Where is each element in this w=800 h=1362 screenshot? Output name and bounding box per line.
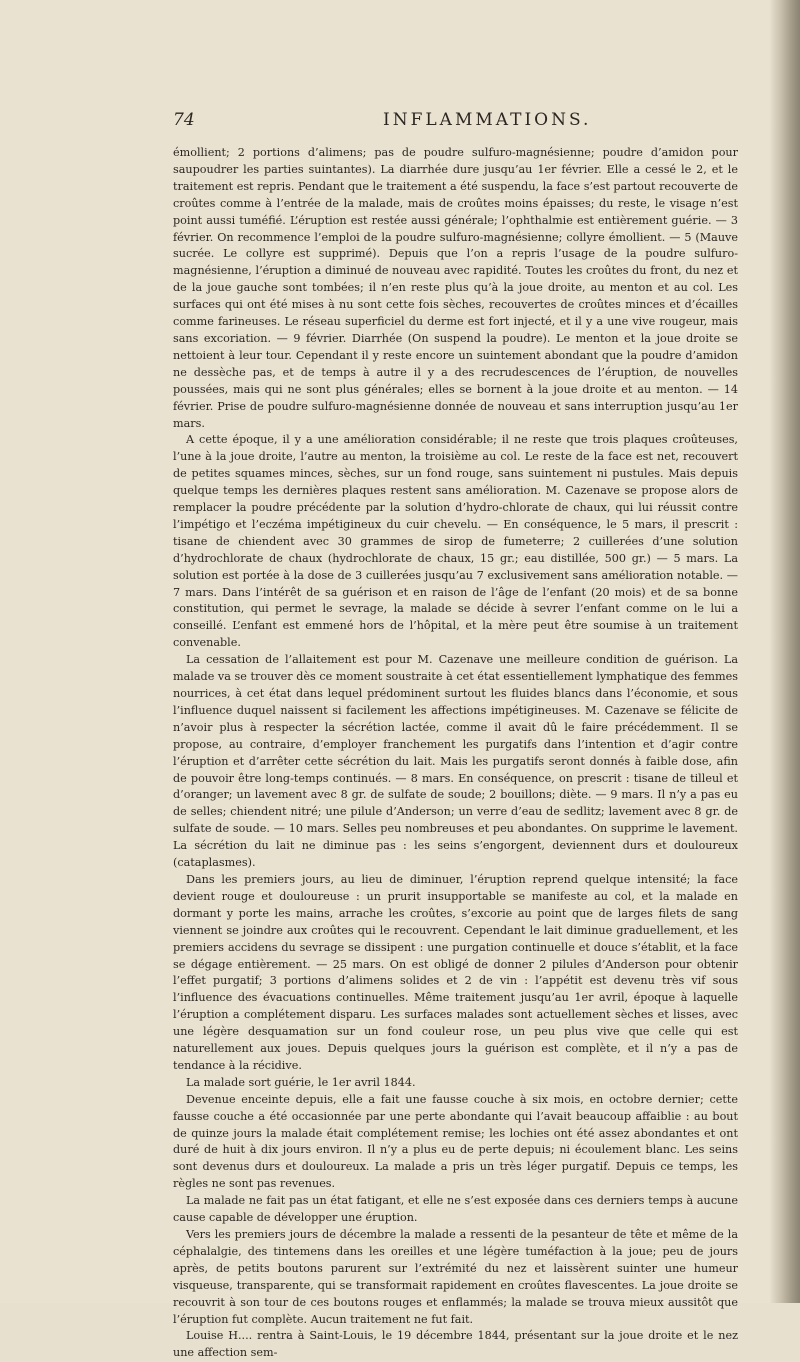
paragraph: A cette époque, il y a une amélioration considérable; il ne reste que trois plaques croûteuses, l’une à la joue droite, l’autre au menton, la troisième au col. Le reste de la face est net, recouvert de petites squames minces, sèches, sur un fond rouge, sans suintement ni pustules. Mais depuis quelque temps les dernières plaques restent sans amélioration. M. Cazenave se propose alors de remplacer la poudre précédente par la solution d’hydro-chlorate de chaux, qui lui réussit contre l’impétigo et l’eczéma impétigineux du cuir chevelu. — En conséquence, le 5 mars, il prescrit : tisane de chiendent avec 30 grammes de sirop de fumeterre; 2 cuillerées d’une solution d’hydrochlorate de chaux (hydrochlorate de chaux, 15 gr.; eau distillée, 500 gr.) — 5 mars. La solution est portée à la dose de 3 cuillerées jusqu’au 7 exclusivement sans amélioration notable. — 7 mars. Dans l’intérêt de sa guérison et en raison de l’âge de l’enfant (20 mois) et de sa bonne constitution, qui permet le sevrage, la malade se décide à sevrer l’enfant comme on le lui a conseillé. L’enfant est emmené hors de l’hôpital, et la mère peut être soumise à un traitement convenable.	[173, 433, 738, 650]
paragraph: Dans les premiers jours, au lieu de diminuer, l’éruption reprend quelque intensité; la face devient rouge et douloureuse : un prurit insupportable se manifeste au col, et la malade en dormant y porte les mains, arrache les croûtes, s’excorie au point que de larges filets de sang viennent se joindre aux croûtes qui le recouvrent. Cependant le lait diminue graduellement, et les premiers accidens du sevrage se dissipent : une purgation continuelle et douce s’établit, et la face se dégage entièrement. — 25 mars. On est obligé de donner 2 pilules d’Anderson pour obtenir l’effet purgatif; 3 portions d’alimens solides et 2 de vin : l’appétit est devenu très vif sous l’influence des évacuations continuelles. Même traitement jusqu’au 1er avril, époque à laquelle l’éruption a complétement disparu. Les surfaces malades sont actuellement sèches et lisses, avec une légère desquamation sur un fond couleur rose, un peu plus vive que celle qui est naturellement aux joues. Depuis quelques jours la guérison est complète, et il n’y a pas de tendance à la récidive.	[173, 872, 738, 1072]
page-header	[173, 110, 738, 134]
body-text	[173, 145, 738, 1362]
paragraph: La malade ne fait pas un état fatigant, et elle ne s’est exposée dans ces derniers temps à aucune cause capable de développer une éruption.	[173, 1194, 738, 1225]
paragraph: La cessation de l’allaitement est pour M. Cazenave une meilleure condition de guérison. La malade va se trouver dès ce moment soustraite à cet état essentiellement lymphatique des femmes nourrices, à cet état dans lequel prédominent surtout les fluides blancs dans l’économie, et sous l’influence duquel naissent si facilement les affections impétigineuses. M. Cazenave se félicite de n’avoir plus à respecter la sécrétion lactée, comme il avait dû le faire précédemment. Il se propose, au contraire, d’employer franchement les purgatifs dans l’intention et d’agir contre l’éruption et d’arrêter cette sécrétion du lait. Mais les purgatifs seront donnés à faible dose, afin de pouvoir être long-temps continués. — 8 mars. En conséquence, on prescrit : tisane de tilleul et d’oranger; un lavement avec 8 gr. de sulfate de soude; 2 bouillons; diète. — 9 mars. Il n’y a pas eu de selles; chiendent nitré; une pilule d’Anderson; un verre d’eau de sedlitz; lavement avec 8 gr. de sulfate de soude. — 10 mars. Selles peu nombreuses et peu abondantes. On supprime le lavement. La sécrétion du lait ne diminue pas : les seins s’engorgent, deviennent durs et douloureux (cataplasmes).	[173, 653, 738, 870]
paragraph: émollient; 2 portions d’alimens; pas de poudre sulfuro-magnésienne; poudre d’amidon pour saupoudrer les parties suintantes). La diarrhée dure jusqu’au 1er février. Elle a cessé le 2, et le traitement est repris. Pendant que le traitement a été suspendu, la face s’est partout recouverte de croûtes comme à l’entrée de la malade, mais de croûtes moins épaisses; du reste, le visage n’est point aussi tuméfié. L’éruption est restée aussi générale; l’ophthalmie est entièrement guérie. — 3 février. On recommence l’emploi de la poudre sulfuro-magnésienne; collyre émollient. — 5 (Mauve sucrée. Le collyre est supprimé). Depuis que l’on a repris l’usage de la poudre sulfuro-magnésienne, l’éruption a diminué de nouveau avec rapidité. Toutes les croûtes du front, du nez et de la joue gauche sont tombées; il n’en reste plus qu’à la joue droite, au menton et au col. Les surfaces qui ont été mises à nu sont cette fois sèches, recouvertes de croûtes minces et d’écailles comme farineuses. Le réseau superficiel du derme est fort injecté, et il y a une vive rougeur, mais sans excoriation. — 9 février. Diarrhée (On suspend la poudre). Le menton et la joue droite se nettoient à leur tour. Cependant il y reste encore un suintement abondant que la poudre d’amidon ne dessèche pas, et de temps à autre il y a des recrudescences de l’éruption, de nouvelles poussées, mais qui ne sont plus générales; elles se bornent à la joue droite et au menton. — 14 février. Prise de poudre sulfuro-magnésienne donnée de nouveau et sans interruption jusqu’au 1er mars.	[173, 146, 738, 430]
paragraph: Louise H.... rentra à Saint-Louis, le 19 décembre 1844, présentant sur la joue droite et le nez une affection sem-	[173, 1329, 738, 1360]
page-number: 74	[173, 110, 195, 130]
page-edge-shadow	[770, 0, 800, 1303]
paragraph: Devenue enceinte depuis, elle a fait une fausse couche à six mois, en octobre dernier; cette fausse couche a été occasionnée par une perte abondante qui l’avait beaucoup affaiblie : au bout de quinze jours la malade était complétement remise; les lochies ont été assez abondantes et ont duré de huit à dix jours environ. Il n’y a plus eu de perte depuis; ni écoulement blanc. Les seins sont devenus durs et douloureux. La malade a pris un très léger purgatif. Depuis ce temps, les règles ne sont pas revenues.	[173, 1092, 738, 1191]
running-title: INFLAMMATIONS.	[383, 110, 592, 130]
paragraph: Vers les premiers jours de décembre la malade a ressenti de la pesanteur de tête et même de la céphalalgie, des tintemens dans les oreilles et une légère tuméfaction à la joue; peu de jours après, de petits boutons parurent sur l’extrémité du nez et laissèrent suinter une humeur visqueuse, transparente, qui se transformait rapidement en croûtes flavescentes. La joue droite se recouvrit à son tour de ces boutons rouges et enflammés; la malade se trouva mieux aussitôt que l’éruption fut complète. Aucun traitement ne fut fait.	[173, 1228, 738, 1326]
paragraph: La malade sort guérie, le 1er avril 1844.	[186, 1075, 416, 1089]
